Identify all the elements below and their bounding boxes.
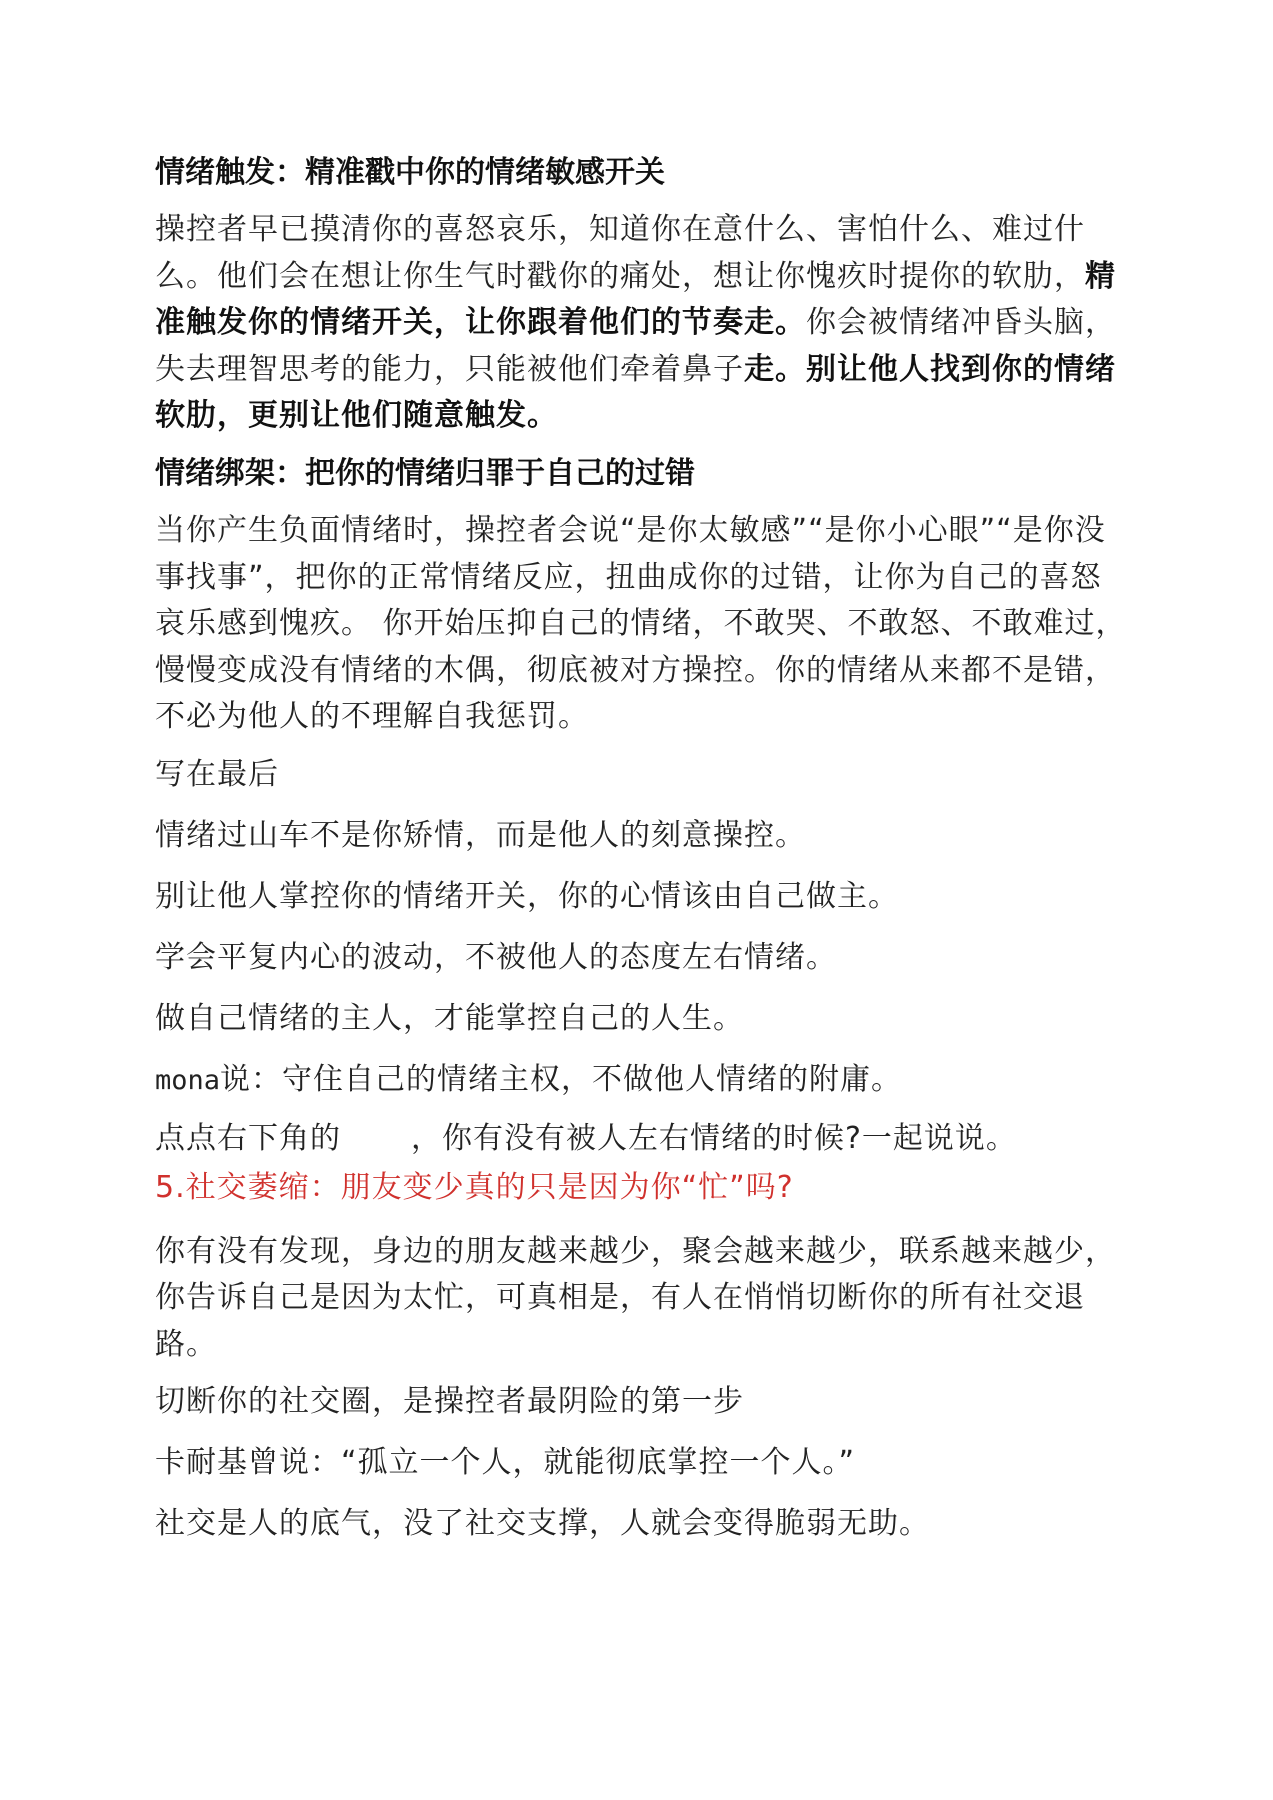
paragraph-emotion-trigger — [155, 207, 1130, 440]
bold-text: 走。别让他人找到你的情绪软肋，更别让他们随意触发。 — [155, 351, 1116, 434]
section-heading-emotion-kidnap: 情绪绑架：把你的情绪归罪于自己的过错 — [155, 455, 695, 491]
cta-text: 点点右下角的 — [155, 1120, 341, 1156]
mona-text: 说：守住自己的情绪主权，不做他人情绪的附庸。 — [220, 1061, 903, 1097]
closing-line: 学会平复内心的波动，不被他人的态度左右情绪。 — [155, 939, 837, 975]
closing-line: 情绪过山车不是你矫情，而是他人的刻意操控。 — [155, 817, 806, 853]
paragraph-social-shrink: 你有没有发现，身边的朋友越来越少，聚会越来越少，联系越来越少，你告诉自己是因为太忙，可真相是，有人在悄悄切断你的所有社交退路。 — [155, 1233, 1116, 1362]
mona-quote — [155, 1057, 1130, 1104]
section-heading-social-shrink: 5.社交萎缩：朋友变少真的只是因为你“忙”吗? — [155, 1169, 794, 1205]
cta-text: ，你有没有被人左右情绪的时候?一起说说。 — [411, 1120, 1017, 1156]
section-heading-emotion-trigger: 情绪触发：精准戳中你的情绪敏感开关 — [155, 155, 665, 190]
paragraph-emotion-kidnap: 当你产生负面情绪时，操控者会说“是你太敏感”“是你小心眼”“是你没事找事”，把你的正常情绪反应，扭曲成你的过错，让你为自己的喜怒哀乐感到愧疚。 你开始压抑自己的情绪，不敢哭、不敢怒、不敢难过，慢慢变成没有情绪的木偶，彻底被对方操控。你的情绪从来都不是错，不必为他人的不理解自我惩罚。 — [155, 512, 1127, 735]
section5-line: 社交是人的底气，没了社交支撑，人就会变得脆弱无助。 — [155, 1506, 930, 1542]
call-to-action — [155, 1116, 1130, 1163]
closing-title: 写在最后 — [155, 756, 279, 792]
paragraph-text: 你会被情绪冲昏头脑，失去理智思考的能力，只能被他们牵着鼻子 — [155, 305, 1116, 387]
bold-text: 精准触发你的情绪开关，让你跟着他们的节奏走。 — [155, 258, 1116, 341]
closing-line: 别让他人掌控你的情绪开关，你的心情该由自己做主。 — [155, 878, 899, 914]
closing-line: 做自己情绪的主人，才能掌控自己的人生。 — [155, 1000, 744, 1036]
paragraph-text: 操控者早已摸清你的喜怒哀乐，知道你在意什么、害怕什么、难过什么。他们会在想让你生气时戳你的痛处，想让你愧疚时提你的软肋， — [155, 212, 1085, 294]
mona-name: mona — [155, 1064, 221, 1096]
section5-line: 切断你的社交圈，是操控者最阴险的第一步 — [155, 1384, 744, 1420]
section5-line: 卡耐基曾说：“孤立一个人，就能彻底掌控一个人。” — [155, 1445, 856, 1481]
document-page — [155, 150, 1130, 1562]
